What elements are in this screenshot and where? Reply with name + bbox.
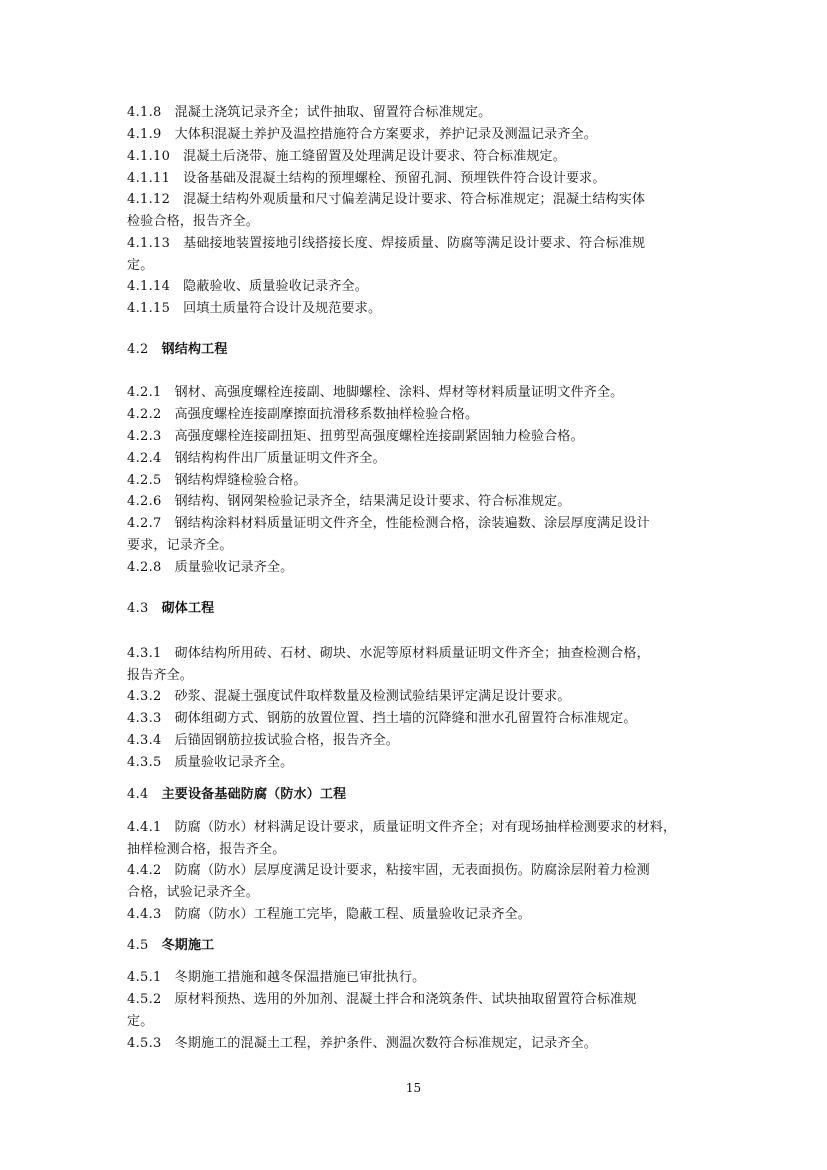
section-heading-4-5: 4.5 冬期施工 bbox=[127, 938, 215, 953]
clause-4-2-2: 4.2.2 高强度螺栓连接副摩擦面抗滑移系数抽样检验合格。 bbox=[127, 407, 479, 422]
page-number: 15 bbox=[405, 1081, 422, 1095]
clause-4-1-13-cont: 定。 bbox=[127, 258, 154, 273]
clause-4-1-14: 4.1.14 隐蔽验收、质量验收记录齐全。 bbox=[127, 279, 368, 294]
clause-4-1-12-cont: 检验合格，报告齐全。 bbox=[127, 214, 260, 229]
clause-4-3-4: 4.3.4 后锚固钢筋拉拔试验合格，报告齐全。 bbox=[127, 733, 399, 748]
clause-4-1-12: 4.1.12 混凝土结构外观质量和尺寸偏差满足设计要求、符合标准规定；混凝土结构实体 bbox=[127, 192, 646, 207]
clause-4-1-11: 4.1.11 设备基础及混凝土结构的预埋螺栓、预留孔洞、预埋铁件符合设计要求。 bbox=[127, 171, 606, 186]
clause-4-1-15: 4.1.15 回填土质量符合设计及规范要求。 bbox=[127, 301, 382, 316]
clause-4-4-1: 4.4.1 防腐（防水）材料满足设计要求，质量证明文件齐全；对有现场抽样检测要求的材料， bbox=[127, 820, 677, 835]
clause-4-4-3: 4.4.3 防腐（防水）工程施工完毕，隐蔽工程、质量验收记录齐全。 bbox=[127, 907, 531, 922]
clause-4-3-3: 4.3.3 砌体组砌方式、钢筋的放置位置、挡土墙的沉降缝和泄水孔留置符合标准规定。 bbox=[127, 711, 637, 726]
clause-4-2-3: 4.2.3 高强度螺栓连接副扭矩、扭剪型高强度螺栓连接副紧固轴力检验合格。 bbox=[127, 429, 584, 444]
clause-4-5-3: 4.5.3 冬期施工的混凝土工程，养护条件、测温次数符合标准规定，记录齐全。 bbox=[127, 1036, 597, 1051]
clause-4-2-7-cont: 要求，记录齐全。 bbox=[127, 538, 233, 553]
section-heading-4-4: 4.4 主要设备基础防腐（防水）工程 bbox=[127, 787, 347, 802]
clause-4-3-2: 4.3.2 砂浆、混凝土强度试件取样数量及检测试验结果评定满足设计要求。 bbox=[127, 689, 571, 704]
clause-4-2-7: 4.2.7 钢结构涂料材料质量证明文件齐全，性能检测合格，涂装遍数、涂层厚度满足设计 bbox=[127, 516, 650, 531]
clause-4-3-1: 4.3.1 砌体结构所用砖、石材、砌块、水泥等原材料质量证明文件齐全；抽查检测合格， bbox=[127, 646, 650, 661]
clause-4-2-5: 4.2.5 钢结构焊缝检验合格。 bbox=[127, 473, 307, 488]
section-heading-4-3: 4.3 砌体工程 bbox=[127, 601, 215, 616]
clause-4-4-2-cont: 合格，试验记录齐全。 bbox=[127, 885, 260, 900]
clause-4-1-9: 4.1.9 大体积混凝土养护及温控措施符合方案要求，养护记录及测温记录齐全。 bbox=[127, 127, 597, 142]
clause-4-4-2: 4.4.2 防腐（防水）层厚度满足设计要求，粘接牢固，无表面损伤。防腐涂层附着力检测 bbox=[127, 863, 650, 878]
clause-4-2-6: 4.2.6 钢结构、钢网架检验记录齐全，结果满足设计要求、符合标准规定。 bbox=[127, 494, 571, 509]
clause-4-3-1-cont: 报告齐全。 bbox=[127, 668, 194, 683]
section-heading-4-2: 4.2 钢结构工程 bbox=[127, 342, 228, 357]
clause-4-4-1-cont: 抽样检测合格，报告齐全。 bbox=[127, 842, 286, 857]
clause-4-5-1: 4.5.1 冬期施工措施和越冬保温措施已审批执行。 bbox=[127, 970, 426, 985]
clause-4-1-13: 4.1.13 基础接地装置接地引线搭接长度、焊接质量、防腐等满足设计要求、符合标准规 bbox=[127, 236, 646, 251]
clause-4-2-4: 4.2.4 钢结构构件出厂质量证明文件齐全。 bbox=[127, 451, 386, 466]
clause-4-1-10: 4.1.10 混凝土后浇带、施工缝留置及处理满足设计要求、符合标准规定。 bbox=[127, 149, 566, 164]
clause-4-5-2-cont: 定。 bbox=[127, 1014, 154, 1029]
clause-4-1-8: 4.1.8 混凝土浇筑记录齐全；试件抽取、留置符合标准规定。 bbox=[127, 105, 492, 120]
clause-4-5-2: 4.5.2 原材料预热、选用的外加剂、混凝土拌合和浇筑条件、试块抽取留置符合标准规 bbox=[127, 992, 637, 1007]
clause-4-2-8: 4.2.8 质量验收记录齐全。 bbox=[127, 560, 294, 575]
clause-4-3-5: 4.3.5 质量验收记录齐全。 bbox=[127, 755, 294, 770]
clause-4-2-1: 4.2.1 钢材、高强度螺栓连接副、地脚螺栓、涂料、焊材等材料质量证明文件齐全。 bbox=[127, 385, 624, 400]
